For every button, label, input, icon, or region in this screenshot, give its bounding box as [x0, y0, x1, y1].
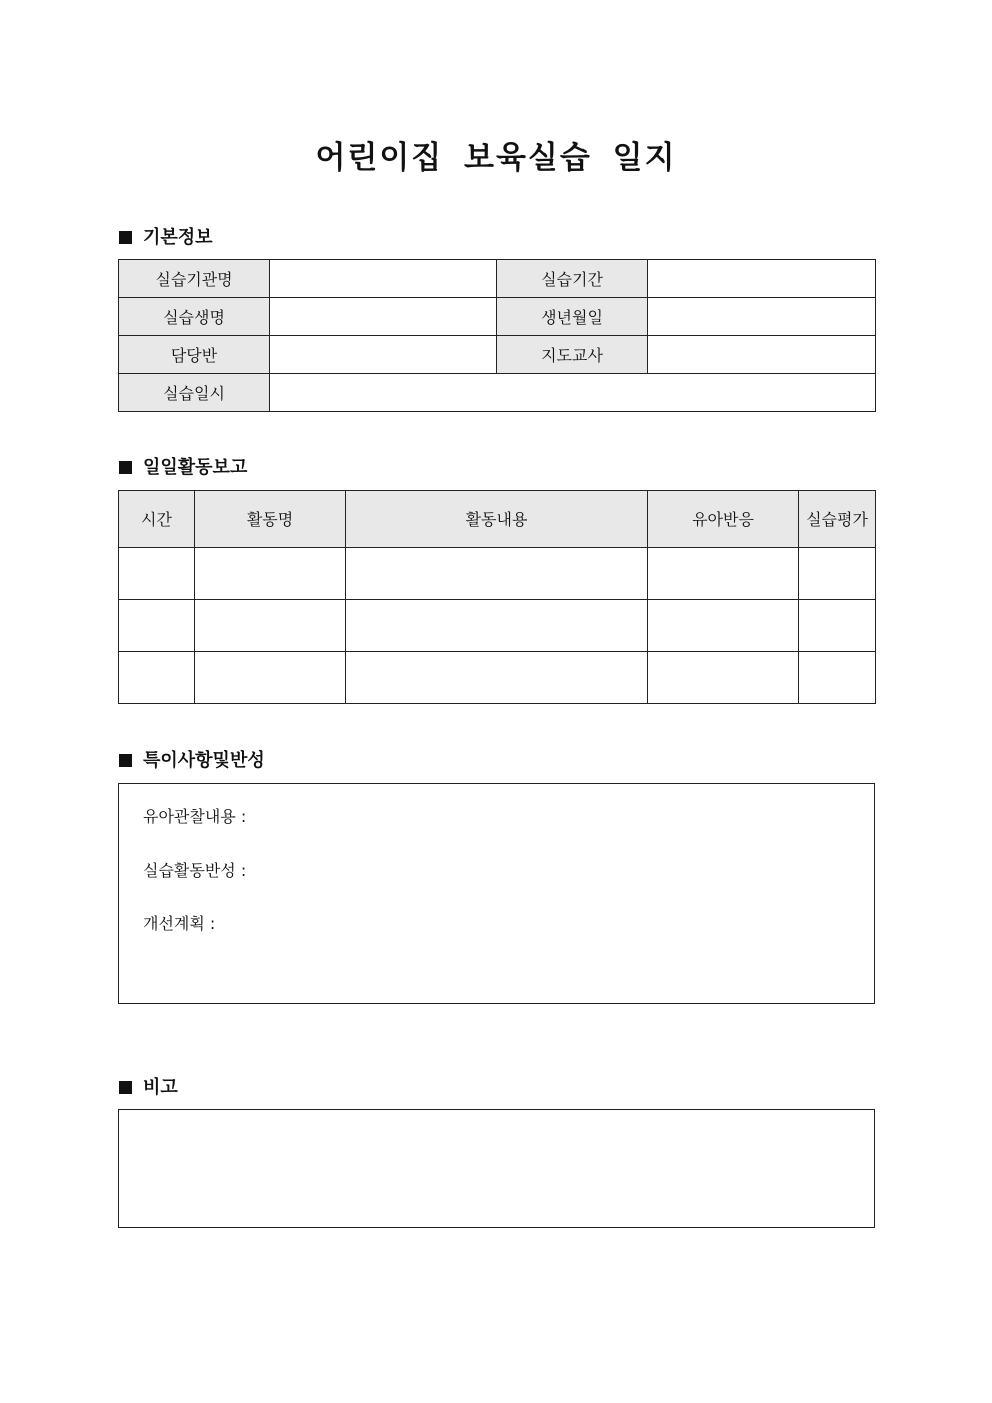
practice-date-field[interactable]: [270, 374, 876, 412]
class-field[interactable]: [270, 336, 497, 374]
column-header-activity-name: 활동명: [195, 491, 346, 548]
birth-date-label: 생년월일: [497, 298, 648, 336]
daily-activity-table: [118, 490, 876, 704]
teacher-label: 지도교사: [497, 336, 648, 374]
time-cell[interactable]: [119, 548, 195, 600]
section-title: 일일활동보고: [143, 457, 248, 478]
column-header-activity-content: 활동내용: [346, 491, 648, 548]
institution-label: 실습기관명: [119, 260, 270, 298]
square-bullet-icon: [119, 231, 132, 244]
institution-field[interactable]: [270, 260, 497, 298]
section-heading-daily: [119, 453, 247, 479]
activity-content-cell[interactable]: [346, 600, 648, 652]
activity-name-cell[interactable]: [195, 652, 346, 704]
time-cell[interactable]: [119, 652, 195, 704]
notes-box[interactable]: [118, 783, 875, 1004]
column-header-time: 시간: [119, 491, 195, 548]
table-row: [119, 260, 876, 298]
section-title: 특이사항및반성: [143, 750, 265, 771]
evaluation-cell[interactable]: [799, 548, 876, 600]
section-heading-remark: [119, 1073, 178, 1099]
section-heading-basic: [119, 223, 213, 249]
table-row: [119, 548, 876, 600]
child-response-cell[interactable]: [648, 548, 799, 600]
activity-name-cell[interactable]: [195, 548, 346, 600]
section-title: 비고: [143, 1077, 178, 1098]
remark-box[interactable]: [118, 1109, 875, 1228]
student-name-label: 실습생명: [119, 298, 270, 336]
activity-content-cell[interactable]: [346, 548, 648, 600]
birth-date-field[interactable]: [648, 298, 876, 336]
table-row: [119, 336, 876, 374]
time-cell[interactable]: [119, 600, 195, 652]
column-header-child-response: 유아반응: [648, 491, 799, 548]
child-response-cell[interactable]: [648, 652, 799, 704]
table-row: [119, 600, 876, 652]
table-row: [119, 652, 876, 704]
table-row: [119, 298, 876, 336]
square-bullet-icon: [119, 461, 132, 474]
child-response-cell[interactable]: [648, 600, 799, 652]
improvement-plan-label: 개선계획 :: [143, 914, 216, 933]
page-title: 어린이집 보육실습 일지: [315, 140, 677, 176]
observation-label: 유아관찰내용 :: [143, 807, 247, 826]
teacher-field[interactable]: [648, 336, 876, 374]
period-field[interactable]: [648, 260, 876, 298]
student-name-field[interactable]: [270, 298, 497, 336]
table-header-row: [119, 491, 876, 548]
basic-info-table: [118, 259, 876, 412]
section-title: 기본정보: [143, 227, 213, 248]
evaluation-cell[interactable]: [799, 652, 876, 704]
reflection-label: 실습활동반성 :: [143, 861, 247, 880]
class-label: 담당반: [119, 336, 270, 374]
practice-date-label: 실습일시: [119, 374, 270, 412]
activity-name-cell[interactable]: [195, 600, 346, 652]
square-bullet-icon: [119, 754, 132, 767]
table-row: [119, 374, 876, 412]
square-bullet-icon: [119, 1081, 132, 1094]
evaluation-cell[interactable]: [799, 600, 876, 652]
period-label: 실습기간: [497, 260, 648, 298]
column-header-evaluation: 실습평가: [799, 491, 876, 548]
activity-content-cell[interactable]: [346, 652, 648, 704]
section-heading-notes: [119, 746, 265, 772]
